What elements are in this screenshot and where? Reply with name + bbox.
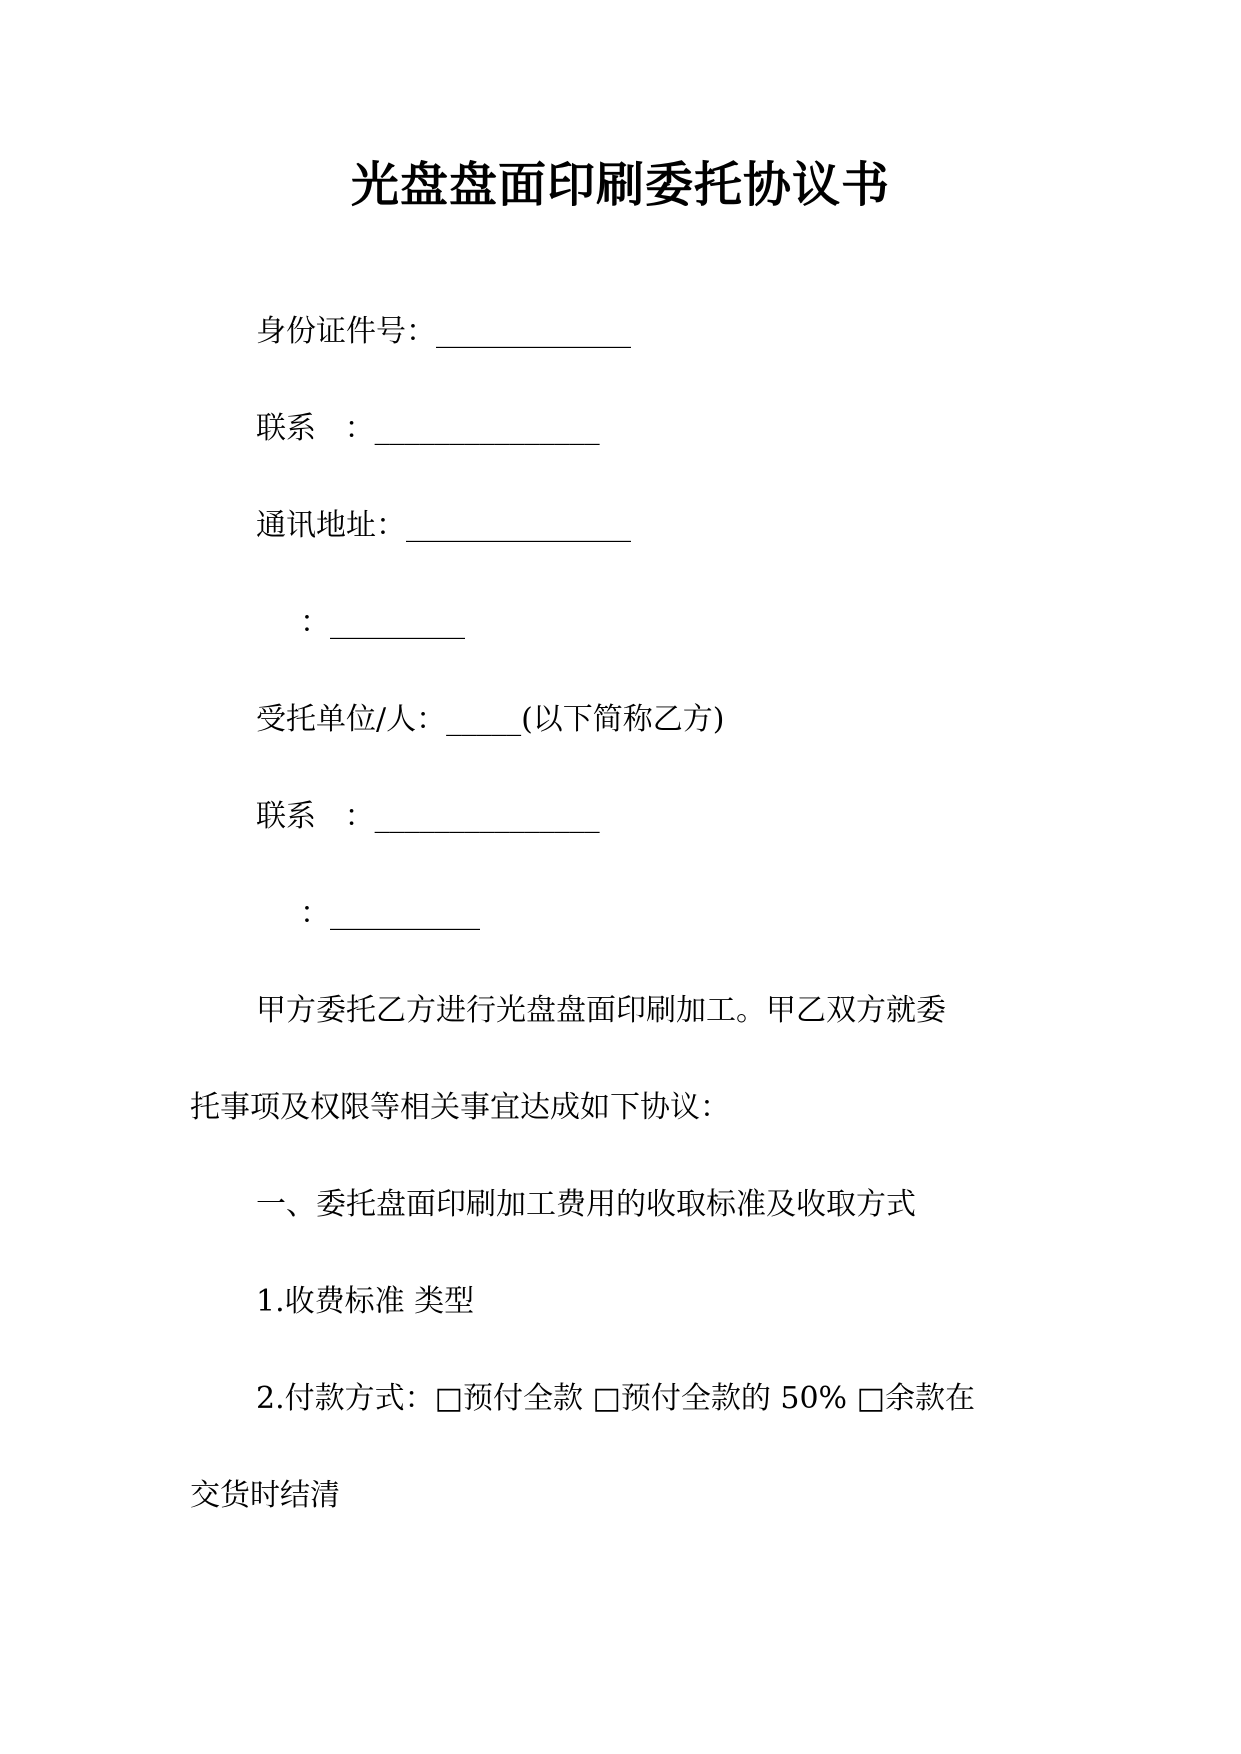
section-heading-1: 一、委托盘面印刷加工费用的收取标准及收取方式	[256, 1187, 916, 1222]
contact-line-party-b: 联系 ：_______________	[256, 799, 600, 834]
intro-paragraph-line-1: 甲方委托乙方进行光盘盘面印刷加工。甲乙双方就委	[256, 993, 946, 1028]
payment-method-line-2: 交货时结清	[190, 1478, 340, 1513]
blank-field-line-1: ：_________	[300, 605, 465, 640]
trustee-line: 受托单位/人：_____(以下简称乙方)	[256, 702, 725, 737]
id-number-line: 身份证件号：_____________	[256, 314, 631, 349]
document-title: 光盘盘面印刷委托协议书	[350, 157, 890, 213]
payment-method-line-1: 2.付款方式：□预付全款 □预付全款的 50% □余款在	[256, 1381, 975, 1416]
blank-field-line-2: ：__________	[300, 896, 480, 931]
fee-standard-line: 1.收费标准 类型	[256, 1284, 475, 1319]
address-line: 通讯地址：_______________	[256, 508, 631, 543]
intro-paragraph-line-2: 托事项及权限等相关事宜达成如下协议：	[190, 1090, 730, 1125]
contact-line-party-a: 联系 ：_______________	[256, 411, 600, 446]
